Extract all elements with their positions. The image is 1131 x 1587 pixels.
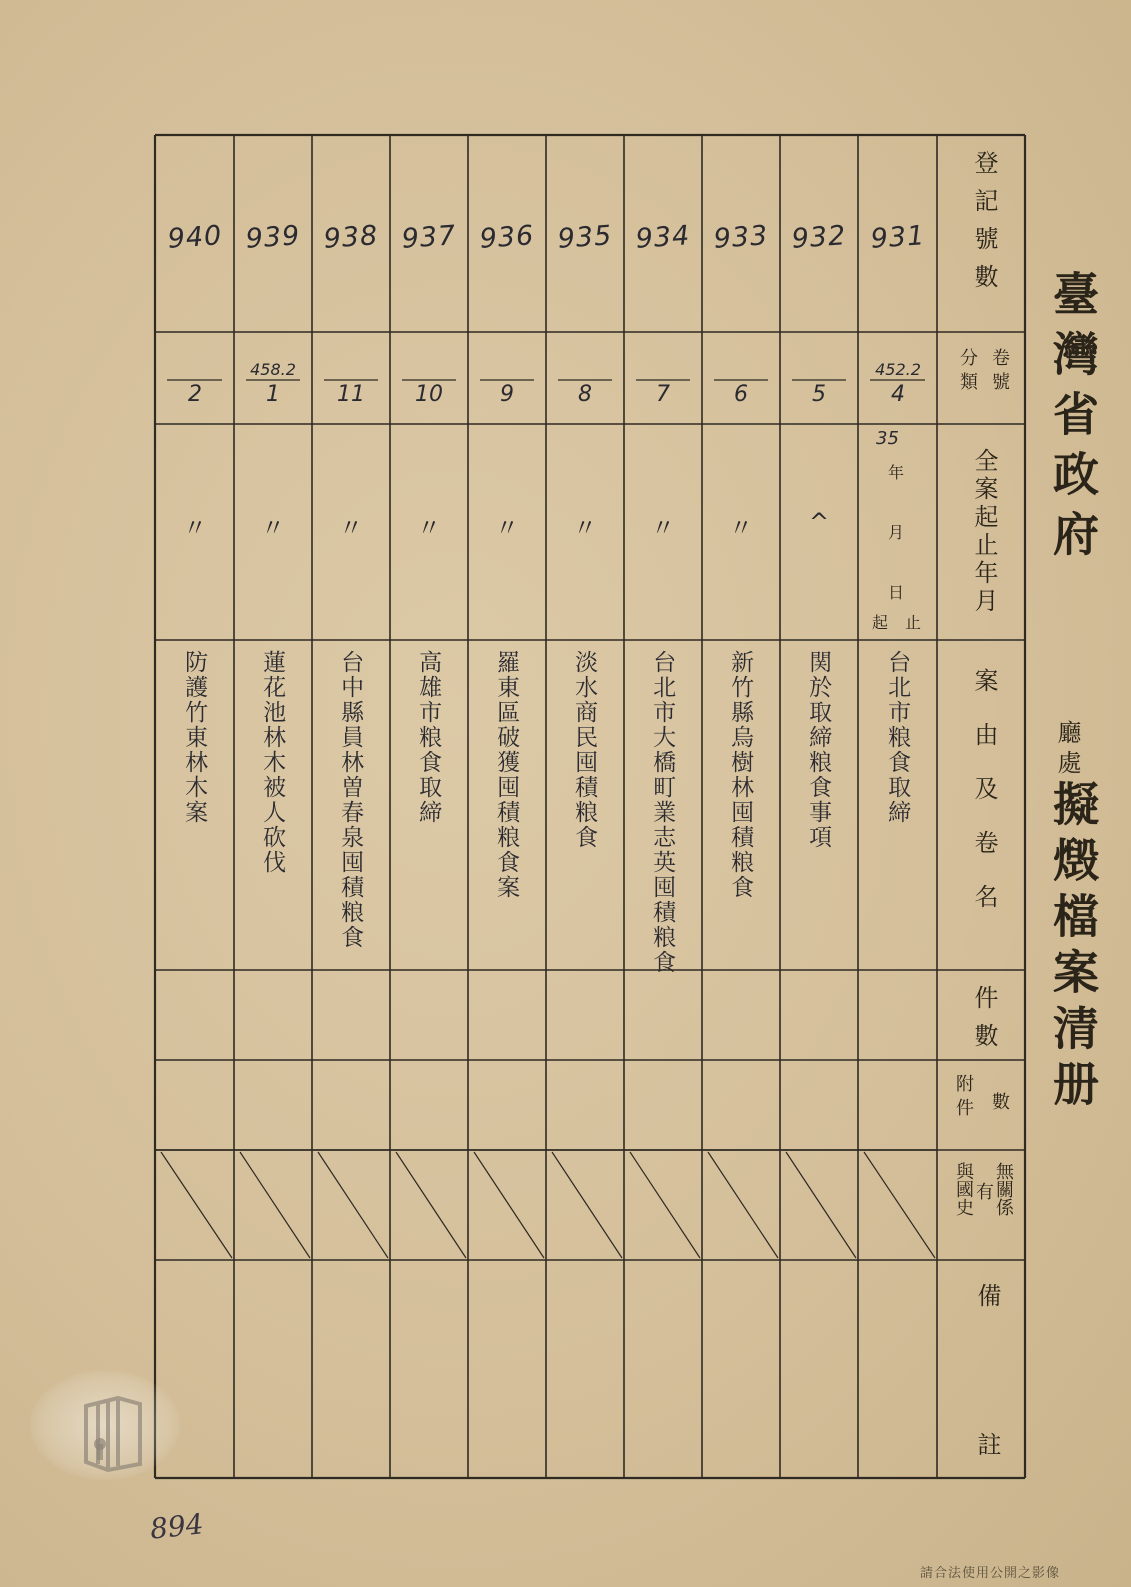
header-history-national: 與國史 <box>953 1162 974 1216</box>
header-date-range: 全案起止年月 <box>970 448 998 616</box>
header-attachment: 附件 <box>953 1074 974 1122</box>
date-year-label: 年 <box>888 463 905 482</box>
header-reg-no: 登記號數 <box>970 150 998 302</box>
reg-no-cell: 937 <box>400 220 458 255</box>
date-ditto-cell: 〃 <box>183 514 207 542</box>
volume-number-cell: 2 <box>188 382 202 407</box>
volume-number-cell: 9 <box>500 382 514 407</box>
document-title: 臺灣省政府 <box>1046 270 1100 570</box>
reg-no-cell: 938 <box>322 220 380 255</box>
date-month-label: 月 <box>888 523 905 542</box>
subject-cell: 台北市粮食取締 <box>884 650 911 825</box>
date-start-label: 起 <box>872 613 889 632</box>
subject-cell: 高雄市粮食取締 <box>415 650 442 825</box>
volume-number-cell: 4 <box>891 382 905 407</box>
usage-notice: 請合法使用公開之影像 <box>920 1566 1061 1581</box>
header-category: 分類 <box>957 348 978 396</box>
header-remarks-2: 註 <box>973 1432 1001 1456</box>
reg-no-cell: 939 <box>244 220 302 255</box>
volume-number-cell: 1 <box>266 382 280 407</box>
reg-no-cell: 931 <box>869 220 927 255</box>
header-remarks-1: 備 <box>973 1283 1001 1307</box>
reg-no-cell: 940 <box>166 220 224 255</box>
subject-cell: 蓮花池林木被人砍伐 <box>259 650 286 875</box>
page-number-handwritten: 894 <box>148 1507 206 1546</box>
subject-cell: 台北市大橋町業志英囤積粮食 <box>649 650 676 975</box>
subject-cell: 関於取締粮食事項 <box>805 650 832 850</box>
date-ditto-cell: 〃 <box>339 514 363 542</box>
header-history-none: 無關係 <box>993 1162 1014 1216</box>
header-subject: 案由及卷名 <box>970 668 998 938</box>
volume-number-cell: 8 <box>578 382 592 407</box>
subject-cell: 台中縣員林曽春泉囤積粮食 <box>337 650 364 950</box>
reg-no-cell: 935 <box>556 220 614 255</box>
document-subtitle: 擬燬檔案清册 <box>1046 780 1100 1116</box>
date-ditto-cell: 〃 <box>417 514 441 542</box>
header-history-have: 有 <box>973 1182 994 1200</box>
reg-no-cell: 933 <box>712 220 770 255</box>
volume-number-cell: 7 <box>656 382 670 407</box>
archive-book-icon <box>78 1392 148 1472</box>
reg-no-cell: 934 <box>634 220 692 255</box>
volume-top-cell: 458.2 <box>250 360 296 379</box>
volume-number-cell: 11 <box>337 382 365 407</box>
subject-cell: 羅東區破獲囤積粮食案 <box>493 650 520 900</box>
header-attachment-count: 數 <box>989 1092 1010 1110</box>
subject-cell: 防護竹東林木案 <box>181 650 208 825</box>
date-end-label: 止 <box>905 613 922 632</box>
subject-cell: 新竹縣烏樹林囤積粮食 <box>727 650 754 900</box>
date-ditto-cell: ^ <box>808 508 830 536</box>
header-count: 件數 <box>970 985 998 1061</box>
volume-top-cell: 452.2 <box>875 360 921 379</box>
volume-number-cell: 10 <box>415 382 443 407</box>
volume-number-cell: 5 <box>812 382 826 407</box>
date-ditto-cell: 〃 <box>729 514 753 542</box>
date-ditto-cell: 〃 <box>261 514 285 542</box>
volume-number-cell: 6 <box>734 382 748 407</box>
reg-no-cell: 932 <box>790 220 848 255</box>
header-vol-no: 卷號 <box>989 348 1010 396</box>
date-ditto-cell: 〃 <box>651 514 675 542</box>
date-ditto-cell: 〃 <box>495 514 519 542</box>
subject-cell: 淡水商民囤積粮食 <box>571 650 598 850</box>
document-subtitle-prefix: 廳處 <box>1053 720 1081 780</box>
date-ditto-cell: 〃 <box>573 514 597 542</box>
date-year: 35 <box>876 428 899 449</box>
date-day-label: 日 <box>888 583 905 602</box>
reg-no-cell: 936 <box>478 220 536 255</box>
